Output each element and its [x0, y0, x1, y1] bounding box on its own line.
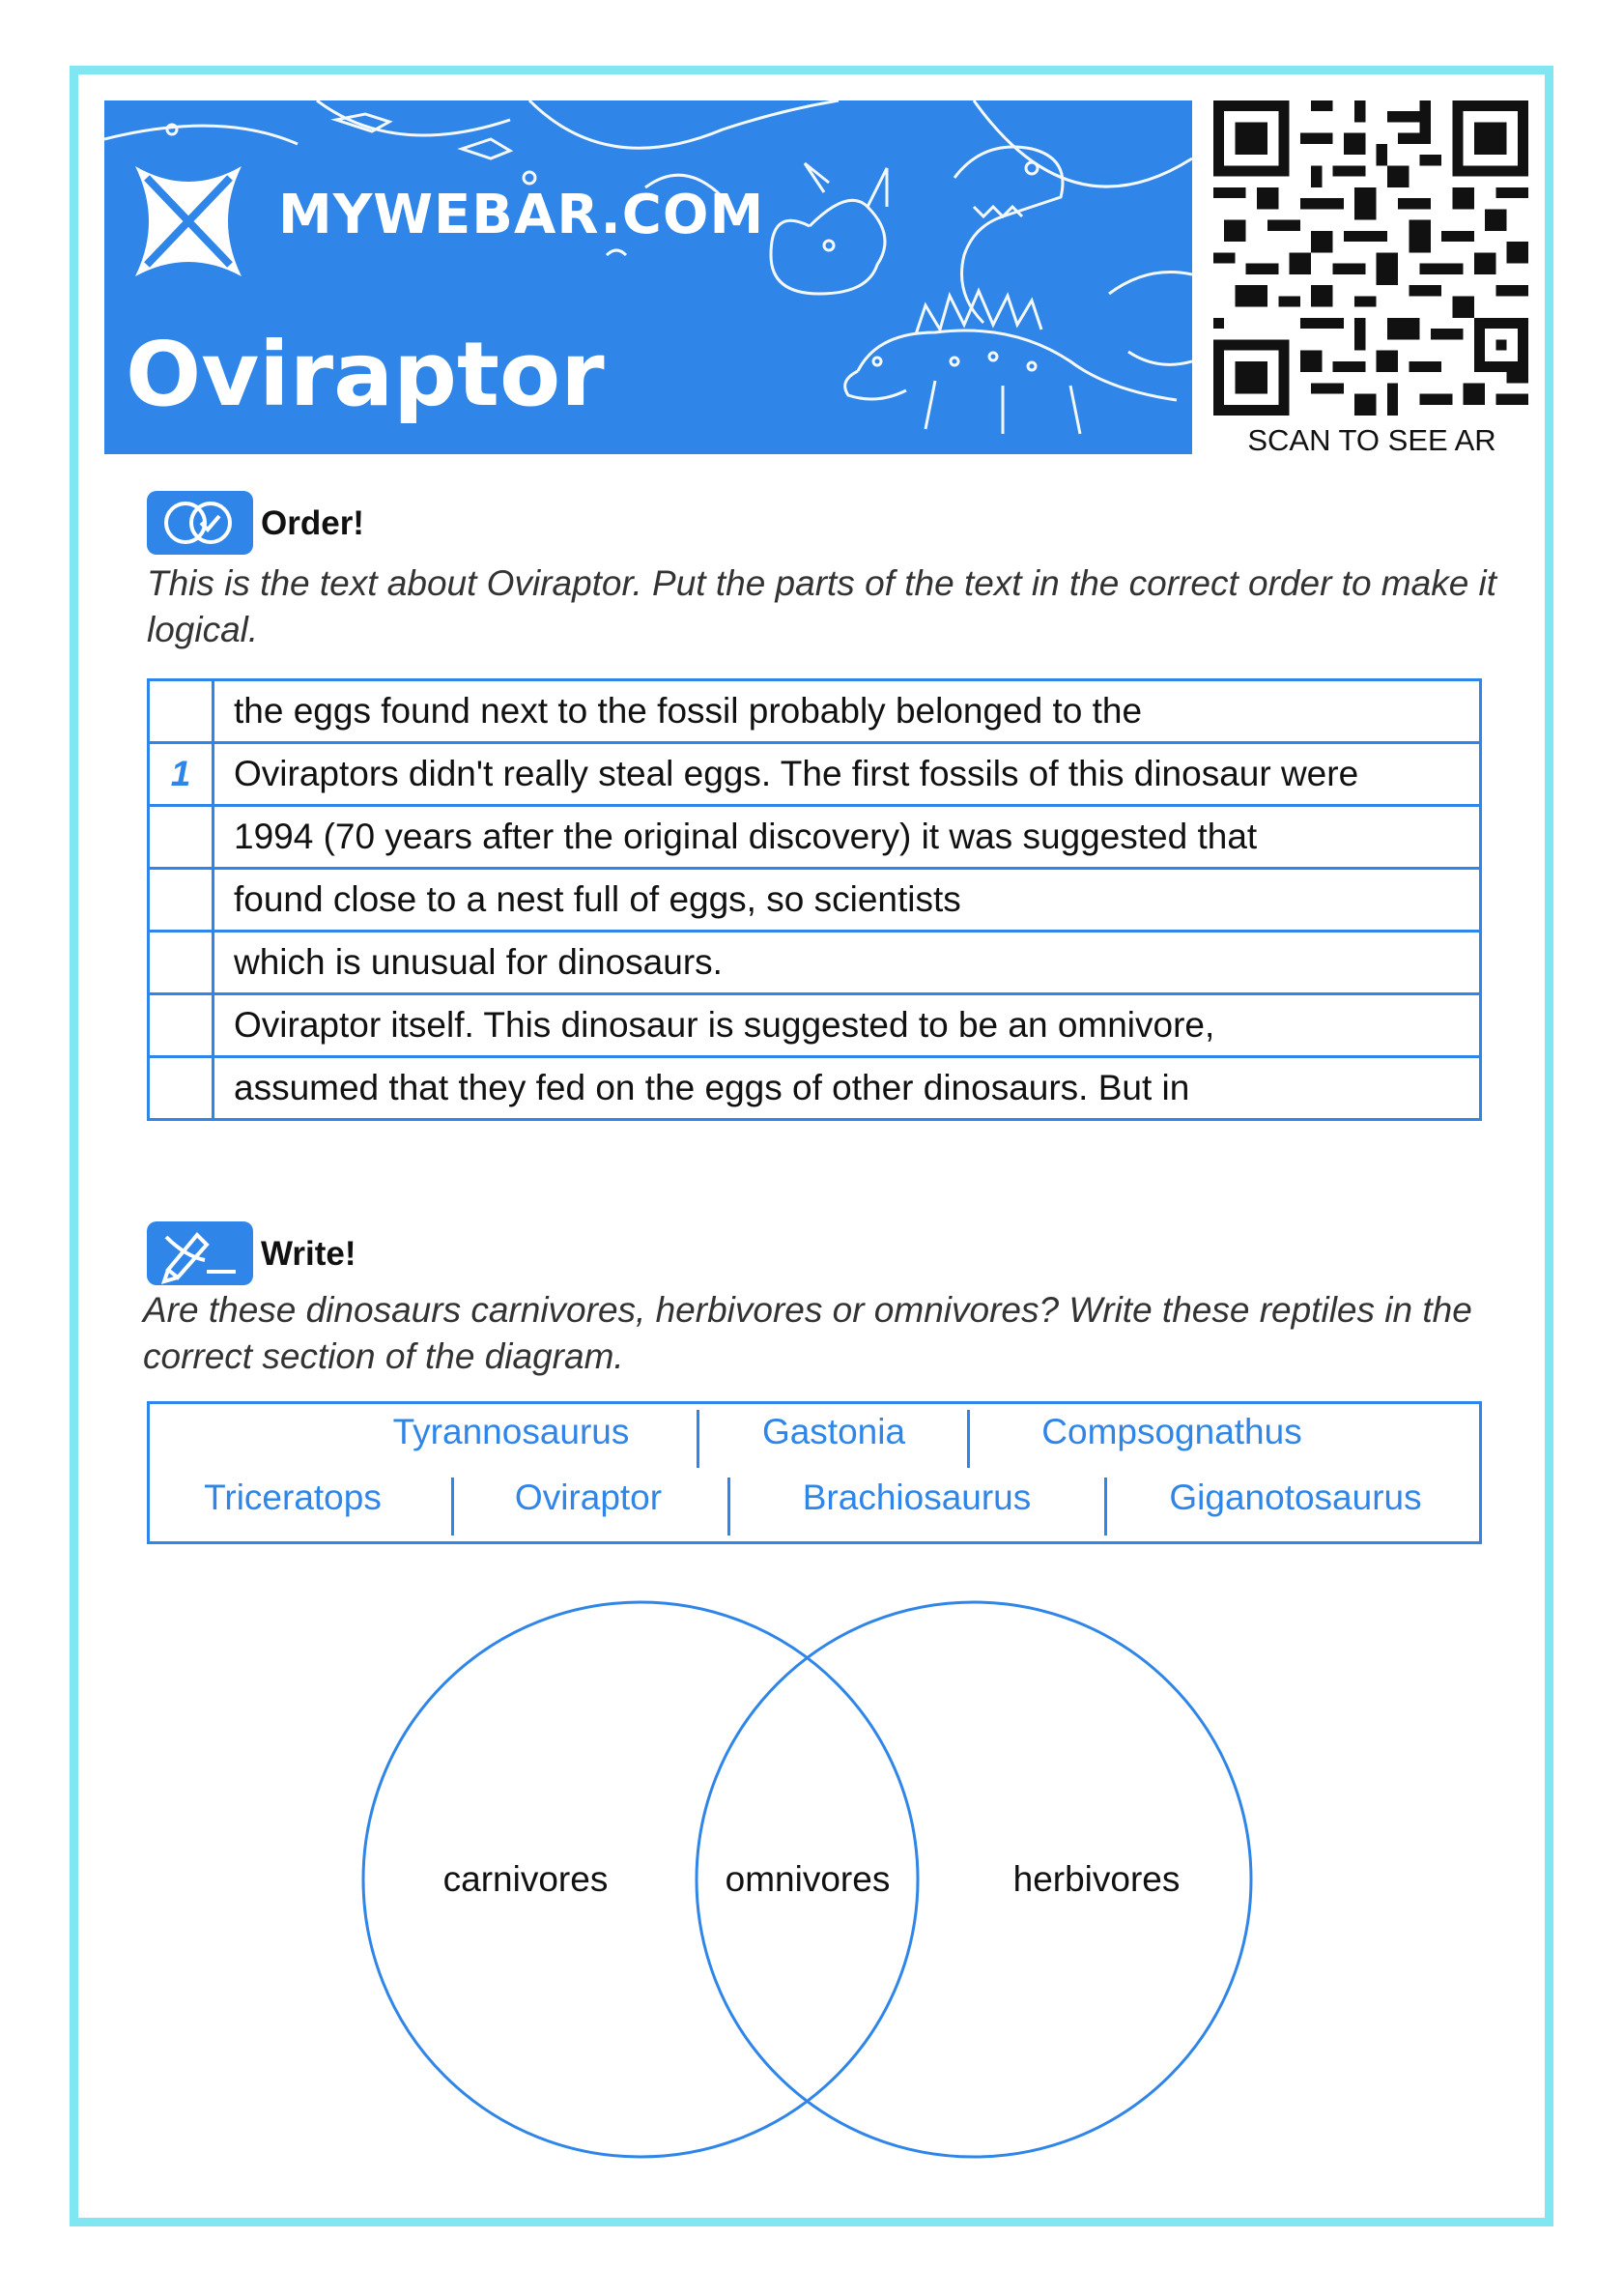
word-bank-item[interactable]: Triceratops	[204, 1478, 382, 1517]
order-number-cell[interactable]	[149, 932, 214, 994]
word-bank-item[interactable]: Oviraptor	[514, 1478, 663, 1517]
order-text-cell: assumed that they fed on the eggs of other dinosaurs. But in	[214, 1057, 1481, 1120]
order-text-cell: Oviraptors didn't really steal eggs. The first fossils of this dinosaur were	[214, 743, 1481, 806]
order-table	[147, 678, 1482, 1121]
order-icon	[147, 491, 253, 555]
word-separator	[451, 1478, 454, 1535]
brand-name: MYWEBAR.COM	[278, 184, 765, 246]
word-bank-item[interactable]: Brachiosaurus	[802, 1478, 1032, 1517]
page-title: Oviraptor	[126, 323, 605, 426]
header-banner	[104, 100, 1192, 454]
order-number-cell[interactable]	[149, 806, 214, 869]
order-text-cell: 1994 (70 years after the original discovery) it was suggested that	[214, 806, 1481, 869]
order-row	[149, 869, 1481, 932]
order-row	[149, 743, 1481, 806]
venn-middle-label: omnivores	[725, 1859, 891, 1899]
order-row	[149, 806, 1481, 869]
write-instruction: Are these dinosaurs carnivores, herbivores or omnivores? Write these reptiles in the correct section of the diagram.	[143, 1290, 1472, 1376]
write-section-label: Write!	[261, 1235, 356, 1273]
word-bank-item[interactable]: Tyrannosaurus	[392, 1412, 630, 1451]
word-bank-item[interactable]: Compsognathus	[1041, 1412, 1302, 1451]
venn-left-label: carnivores	[442, 1859, 609, 1899]
order-row	[149, 680, 1481, 743]
mywebar-logo-icon	[126, 158, 251, 284]
venn-right-label: herbivores	[1012, 1859, 1181, 1899]
word-separator	[967, 1410, 970, 1468]
order-row	[149, 994, 1481, 1057]
order-number-cell[interactable]	[149, 994, 214, 1057]
scan-label: SCAN TO SEE AR	[1247, 423, 1496, 457]
order-number-cell[interactable]	[149, 680, 214, 743]
word-bank	[147, 1401, 1482, 1544]
word-separator	[697, 1410, 699, 1468]
order-row	[149, 932, 1481, 994]
order-text-cell: which is unusual for dinosaurs.	[214, 932, 1481, 994]
word-bank-item[interactable]: Giganotosaurus	[1169, 1478, 1422, 1517]
order-text-cell: the eggs found next to the fossil probably belonged to the	[214, 680, 1481, 743]
word-bank-item[interactable]: Gastonia	[761, 1412, 906, 1451]
order-text-cell: Oviraptor itself. This dinosaur is suggested to be an omnivore,	[214, 994, 1481, 1057]
word-separator	[727, 1478, 730, 1535]
order-row	[149, 1057, 1481, 1120]
order-instruction: This is the text about Oviraptor. Put the parts of the text in the correct order to make it logical.	[147, 563, 1497, 649]
write-section-header	[147, 1221, 533, 1285]
qr-code[interactable]	[1213, 100, 1528, 416]
order-text-cell: found close to a nest full of eggs, so scientists	[214, 869, 1481, 932]
order-section-label: Order!	[261, 504, 364, 542]
word-separator	[1104, 1478, 1107, 1535]
order-number-cell[interactable]	[149, 869, 214, 932]
order-section-header	[147, 491, 533, 555]
order-number-cell[interactable]: 1	[149, 743, 214, 806]
write-icon	[147, 1221, 253, 1285]
order-number-cell[interactable]	[149, 1057, 214, 1120]
